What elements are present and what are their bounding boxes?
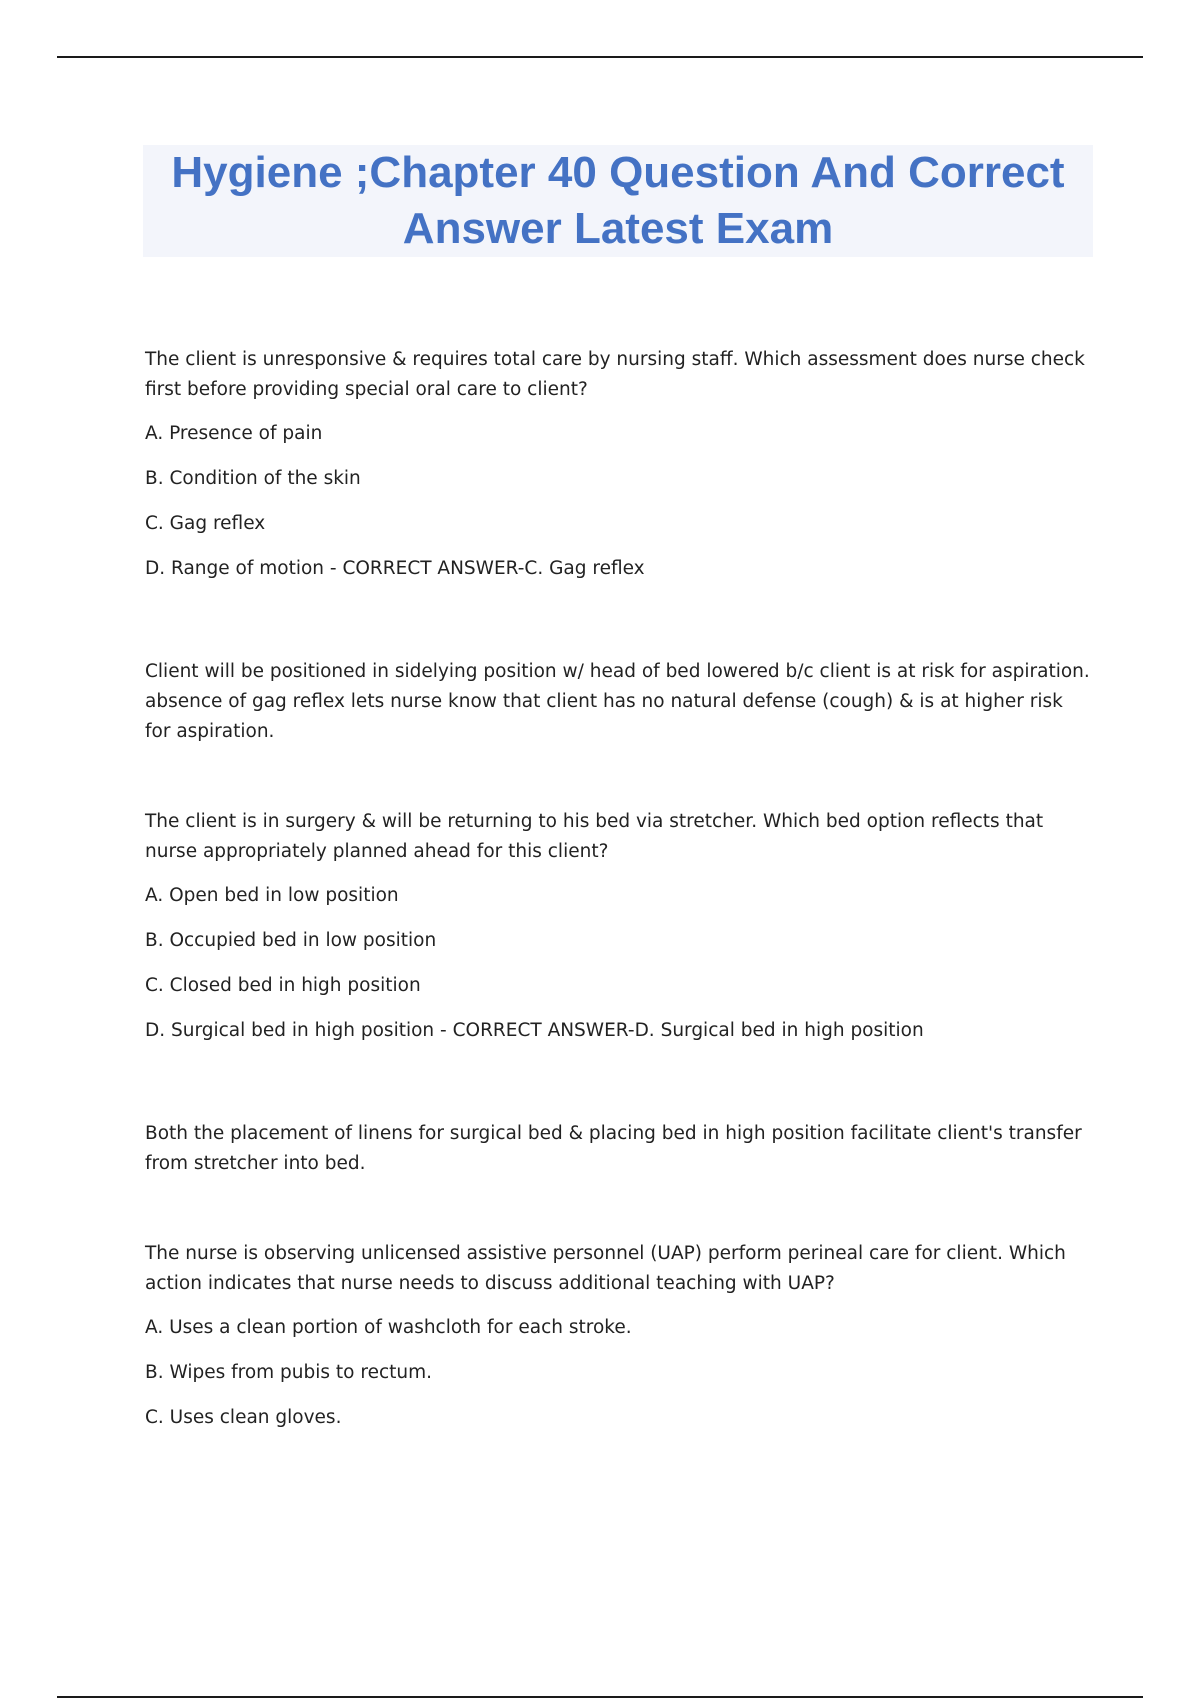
title-banner	[143, 145, 1093, 257]
answer-option-with-correct-answer: D. Range of motion - CORRECT ANSWER-C. Gag reflex	[145, 558, 645, 579]
answer-option: A. Presence of pain	[145, 423, 323, 444]
rationale-text: Client will be positioned in sidelying position w/ head of bed lowered b/c client is at risk for aspiration. absence of gag reflex lets nurse know that client has no natural defense (cough) & is at higher risk for aspiration.	[145, 661, 1090, 742]
answer-option: A. Open bed in low position	[145, 885, 399, 906]
answer-option: A. Uses a clean portion of washcloth for each stroke.	[145, 1317, 632, 1338]
question-block-2	[145, 807, 1090, 1239]
top-rule	[57, 56, 1143, 58]
answer-option: C. Closed bed in high position	[145, 975, 421, 996]
rationale-text: Both the placement of linens for surgical bed & placing bed in high position facilitate client's transfer from stretcher into bed.	[145, 1123, 1082, 1174]
answer-option: B. Condition of the skin	[145, 468, 361, 489]
document-title: Hygiene ;Chapter 40 Question And Correct Answer Latest Exam	[171, 148, 1065, 253]
answer-option: B. Wipes from pubis to rectum.	[145, 1362, 433, 1383]
bottom-rule	[57, 1696, 1143, 1698]
answer-option: B. Occupied bed in low position	[145, 930, 437, 951]
question-text: The nurse is observing unlicensed assistive personnel (UAP) perform perineal care for client. Which action indicates that nurse needs to discuss additional teaching with UAP?	[145, 1243, 1066, 1294]
document-body	[145, 345, 1090, 1448]
answer-option-with-correct-answer: D. Surgical bed in high position - CORRECT ANSWER-D. Surgical bed in high position	[145, 1020, 924, 1041]
answer-option: C. Uses clean gloves.	[145, 1407, 342, 1428]
question-block-1	[145, 345, 1090, 807]
question-text: The client is unresponsive & requires total care by nursing staff. Which assessment does nurse check first before providing special oral care to client?	[145, 349, 1085, 400]
answer-option: C. Gag reflex	[145, 513, 266, 534]
question-text: The client is in surgery & will be returning to his bed via stretcher. Which bed option reflects that nurse appropriately planned ahead for this client?	[145, 811, 1044, 862]
question-block-3	[145, 1239, 1090, 1433]
